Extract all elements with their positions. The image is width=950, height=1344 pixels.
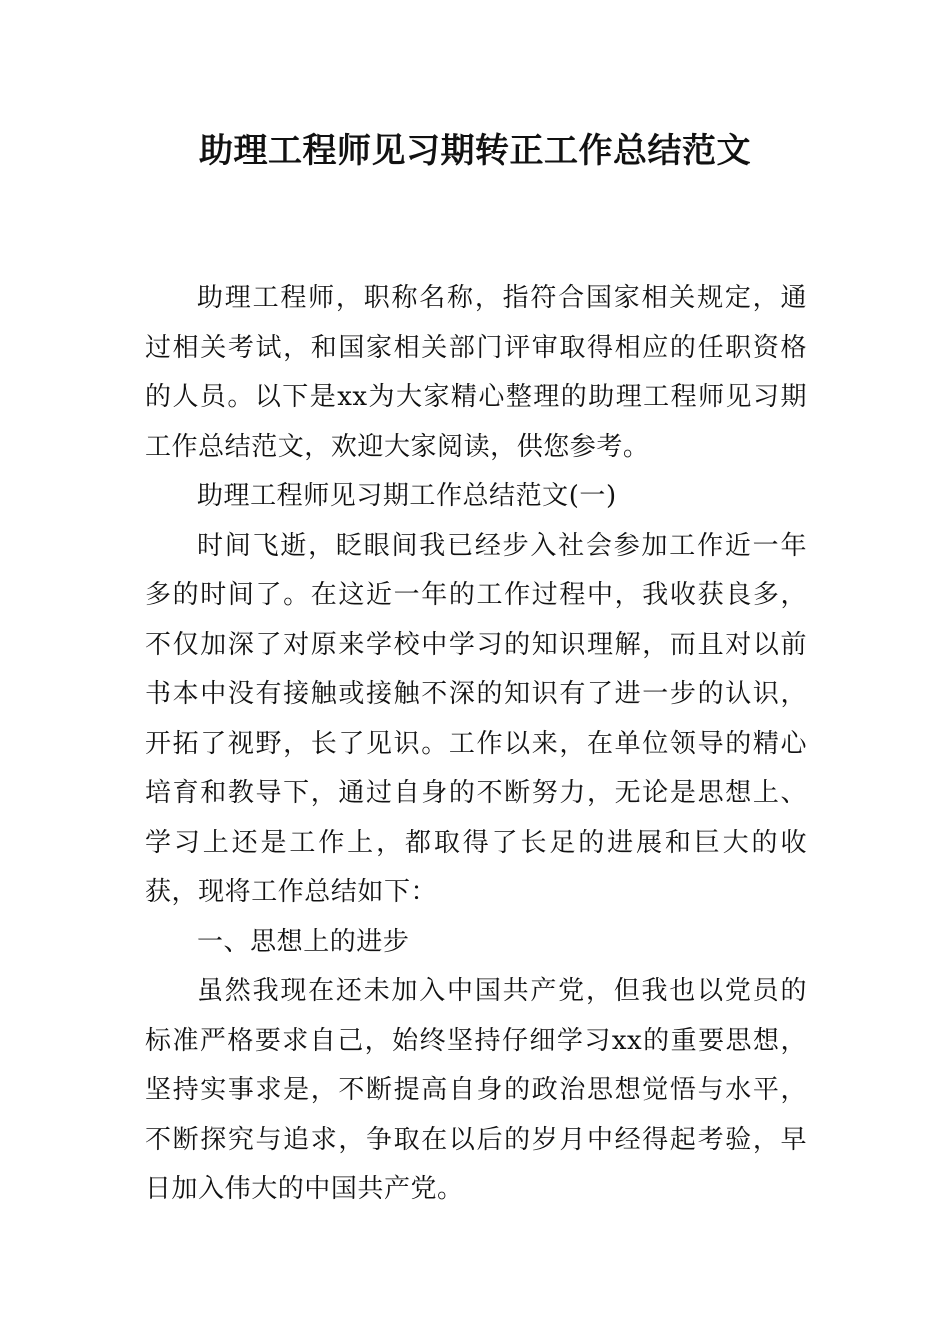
intro-paragraph: 助理工程师，职称名称，指符合国家相关规定，通过相关考试，和国家相关部门评审取得相应的任职资格的人员。以下是xx为大家精心整理的助理工程师见习期工作总结范文，欢迎大家阅读，供您参考。 [145, 283, 807, 462]
section-heading-ideological-progress: 一、思想上的进步 [197, 926, 410, 957]
work-summary-paragraph: 时间飞逝，眨眼间我已经步入社会参加工作近一年多的时间了。在这近一年的工作过程中，我收获良多，不仅加深了对原来学校中学习的知识理解，而且对以前书本中没有接触或接触不深的知识有了进一步的认识，开拓了视野，长了见识。工作以来，在单位领导的精心培育和教导下，通过自身的不断努力，无论是思想上、学习上还是工作上，都取得了长足的进展和巨大的收获，现将工作总结如下： [145, 530, 807, 907]
document-title: 助理工程师见习期转正工作总结范文 [199, 131, 751, 171]
document-body [145, 274, 807, 1215]
section-heading-example-one: 助理工程师见习期工作总结范文(一) [197, 481, 617, 511]
ideological-progress-paragraph: 虽然我现在还未加入中国共产党，但我也以党员的标准严格要求自己，始终坚持仔细学习xx的重要思想，坚持实事求是，不断提高自身的政治思想觉悟与水平，不断探究与追求，争取在以后的岁月中经得起考验，早日加入伟大的中国共产党。 [145, 976, 807, 1204]
